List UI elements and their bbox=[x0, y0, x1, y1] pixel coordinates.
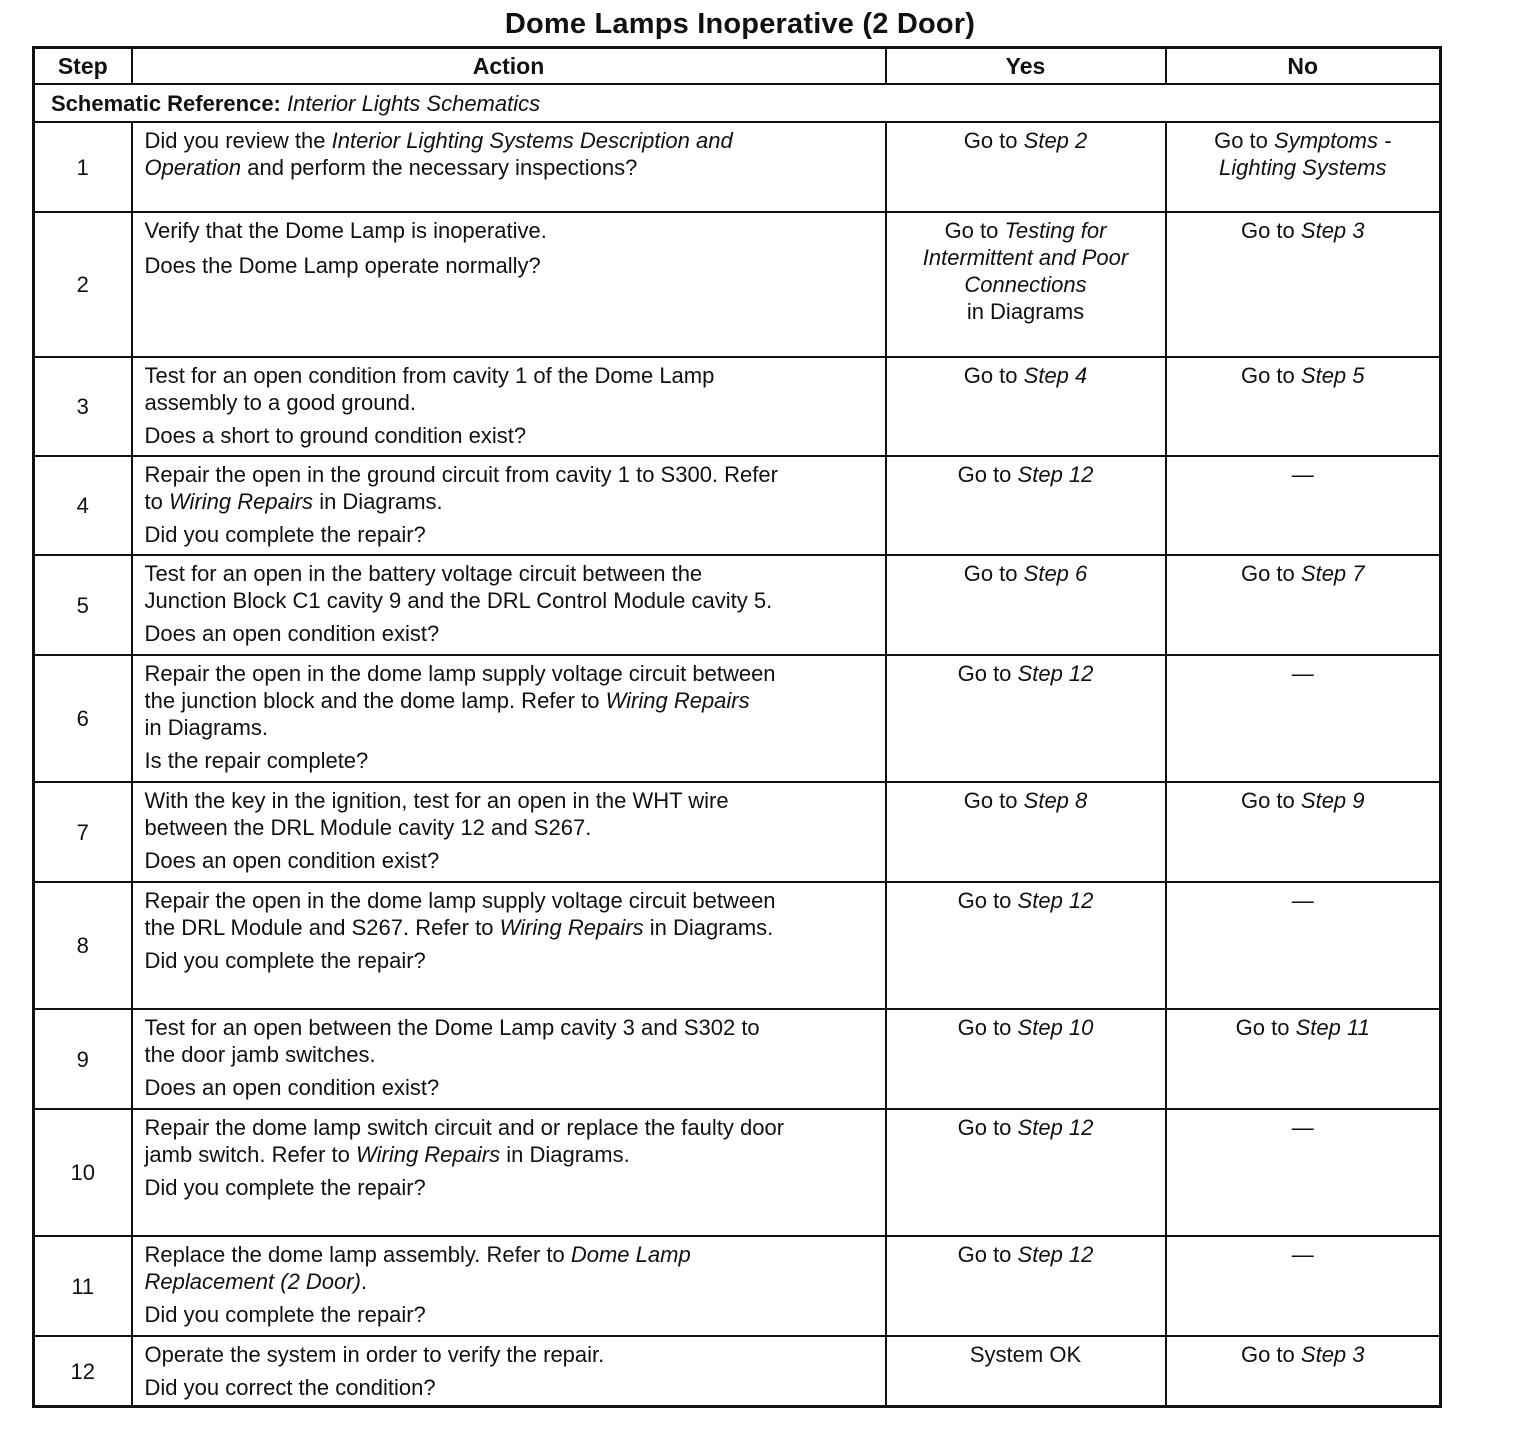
step-number: 7 bbox=[34, 782, 132, 882]
yes-text: Go to bbox=[963, 788, 1018, 813]
action-text: the DRL Module and S267. Refer to bbox=[144, 915, 494, 940]
yes-cell bbox=[886, 212, 1166, 357]
no-text: Go to bbox=[1240, 1342, 1295, 1367]
yes-link[interactable]: Intermittent and Poor bbox=[922, 245, 1129, 270]
no-link[interactable]: Step 11 bbox=[1295, 1015, 1370, 1040]
no-dash: — bbox=[1291, 888, 1314, 913]
action-cell bbox=[132, 122, 886, 212]
no-dash: — bbox=[1291, 462, 1314, 487]
yes-link[interactable]: Step 12 bbox=[1017, 661, 1094, 686]
action-text: Repair the open in the ground circuit from cavity 1 to S300. Refer bbox=[144, 462, 778, 487]
page-title: Dome Lamps Inoperative (2 Door) bbox=[504, 8, 976, 40]
action-text: With the key in the ignition, test for an open in the WHT wire bbox=[144, 788, 729, 813]
action-text: Test for an open in the battery voltage circuit between the bbox=[144, 561, 703, 586]
step-number: 4 bbox=[34, 456, 132, 555]
action-question: Does a short to ground condition exist? bbox=[144, 423, 527, 448]
no-link[interactable]: Lighting Systems bbox=[1218, 155, 1387, 180]
no-dash: — bbox=[1291, 1115, 1314, 1140]
no-text: Go to bbox=[1240, 788, 1295, 813]
yes-cell bbox=[886, 655, 1166, 782]
table-row bbox=[34, 122, 1441, 212]
table-row bbox=[34, 1009, 1441, 1109]
table-row bbox=[34, 456, 1441, 555]
yes-text: Go to bbox=[957, 1115, 1012, 1140]
action-text: Repair the open in the dome lamp supply voltage circuit between bbox=[144, 888, 776, 913]
no-cell bbox=[1166, 357, 1441, 456]
action-link[interactable]: Operation bbox=[144, 155, 242, 180]
no-link[interactable]: Step 3 bbox=[1300, 218, 1365, 243]
no-dash: — bbox=[1291, 661, 1314, 686]
action-text: in Diagrams. bbox=[144, 715, 268, 740]
table-row bbox=[34, 1109, 1441, 1236]
action-cell bbox=[132, 357, 886, 456]
action-text: in Diagrams. bbox=[506, 1142, 630, 1167]
action-link[interactable]: Dome Lamp bbox=[570, 1242, 691, 1267]
yes-text: Go to bbox=[957, 462, 1012, 487]
yes-cell bbox=[886, 1236, 1166, 1336]
action-text: Repair the open in the dome lamp supply voltage circuit between bbox=[144, 661, 776, 686]
no-link[interactable]: Step 3 bbox=[1300, 1342, 1365, 1367]
schematic-reference bbox=[34, 84, 1441, 122]
action-text: Did you review the bbox=[144, 128, 326, 153]
yes-link[interactable]: Connections bbox=[964, 272, 1087, 297]
action-text: assembly to a good ground. bbox=[144, 390, 417, 415]
yes-link[interactable]: Step 12 bbox=[1017, 1242, 1094, 1267]
action-cell bbox=[132, 555, 886, 655]
step-number: 1 bbox=[34, 122, 132, 212]
action-text: Junction Block C1 cavity 9 and the DRL Control Module cavity 5. bbox=[144, 588, 773, 613]
yes-cell bbox=[886, 1109, 1166, 1236]
table-row bbox=[34, 555, 1441, 655]
diagnostic-table bbox=[32, 46, 1442, 1408]
action-question: Is the repair complete? bbox=[144, 748, 369, 773]
no-cell bbox=[1166, 882, 1441, 1009]
action-cell bbox=[132, 782, 886, 882]
step-number: 8 bbox=[34, 882, 132, 1009]
action-cell bbox=[132, 212, 886, 357]
no-dash: — bbox=[1291, 1242, 1314, 1267]
no-cell bbox=[1166, 555, 1441, 655]
no-cell bbox=[1166, 456, 1441, 555]
action-text: . bbox=[360, 1269, 368, 1294]
step-number: 9 bbox=[34, 1009, 132, 1109]
action-text: Test for an open condition from cavity 1 of the Dome Lamp bbox=[144, 363, 715, 388]
no-text: Go to bbox=[1235, 1015, 1290, 1040]
action-text: Test for an open between the Dome Lamp cavity 3 and S302 to bbox=[144, 1015, 760, 1040]
step-header: Step bbox=[34, 48, 132, 85]
yes-text: Go to bbox=[957, 1242, 1012, 1267]
yes-text: Go to bbox=[957, 1015, 1012, 1040]
action-cell bbox=[132, 1009, 886, 1109]
yes-link[interactable]: Step 10 bbox=[1017, 1015, 1094, 1040]
header-row bbox=[34, 48, 1441, 85]
schematic-link[interactable]: Interior Lights Schematics bbox=[287, 90, 541, 116]
action-cell bbox=[132, 1109, 886, 1236]
action-question: Does an open condition exist? bbox=[144, 848, 440, 873]
action-link[interactable]: Wiring Repairs bbox=[356, 1142, 501, 1167]
step-number: 6 bbox=[34, 655, 132, 782]
yes-header: Yes bbox=[886, 48, 1166, 85]
action-text: Replace the dome lamp assembly. Refer to bbox=[144, 1242, 565, 1267]
yes-link[interactable]: Step 8 bbox=[1023, 788, 1088, 813]
action-cell bbox=[132, 1336, 886, 1407]
no-text: Go to bbox=[1240, 561, 1295, 586]
step-number: 3 bbox=[34, 357, 132, 456]
action-question: Did you complete the repair? bbox=[144, 1175, 426, 1200]
action-text: Verify that the Dome Lamp is inoperative. bbox=[144, 218, 547, 243]
action-link[interactable]: Wiring Repairs bbox=[168, 489, 314, 514]
yes-link[interactable]: Step 2 bbox=[1023, 128, 1088, 153]
yes-text: Go to bbox=[963, 128, 1018, 153]
yes-text: Go to bbox=[963, 363, 1018, 388]
action-text: and perform the necessary inspections? bbox=[247, 155, 638, 180]
yes-link[interactable]: Step 6 bbox=[1023, 561, 1088, 586]
yes-cell bbox=[886, 1009, 1166, 1109]
action-link[interactable]: Interior Lighting Systems Description and bbox=[331, 128, 733, 153]
action-cell bbox=[132, 456, 886, 555]
yes-link[interactable]: Step 4 bbox=[1023, 363, 1088, 388]
yes-cell bbox=[886, 357, 1166, 456]
action-question: Does an open condition exist? bbox=[144, 621, 440, 646]
step-number: 12 bbox=[34, 1336, 132, 1407]
action-link[interactable]: Wiring Repairs bbox=[499, 915, 644, 940]
yes-text: Go to bbox=[957, 661, 1012, 686]
yes-link[interactable]: Step 12 bbox=[1017, 462, 1094, 487]
no-text: Go to bbox=[1214, 128, 1268, 153]
action-text: in Diagrams. bbox=[649, 915, 774, 940]
action-question: Does the Dome Lamp operate normally? bbox=[144, 253, 541, 278]
table-row bbox=[34, 655, 1441, 782]
table-row bbox=[34, 882, 1441, 1009]
action-question: Did you complete the repair? bbox=[144, 1302, 426, 1327]
action-text: the junction block and the dome lamp. Refer to bbox=[144, 688, 600, 713]
yes-link[interactable]: Testing for bbox=[1004, 218, 1107, 243]
table-row bbox=[34, 357, 1441, 456]
table-row bbox=[34, 782, 1441, 882]
no-cell bbox=[1166, 655, 1441, 782]
no-text: Go to bbox=[1240, 363, 1295, 388]
no-cell bbox=[1166, 122, 1441, 212]
table-row bbox=[34, 1336, 1441, 1407]
yes-text: Go to bbox=[944, 218, 999, 243]
action-header: Action bbox=[132, 48, 886, 85]
action-link[interactable]: Replacement (2 Door) bbox=[144, 1269, 361, 1294]
table-row bbox=[34, 1236, 1441, 1336]
yes-text: System OK bbox=[969, 1342, 1082, 1367]
yes-text: Go to bbox=[963, 561, 1018, 586]
schematic-reference-row bbox=[34, 84, 1441, 122]
yes-cell bbox=[886, 782, 1166, 882]
action-question: Did you complete the repair? bbox=[144, 948, 426, 973]
step-number: 11 bbox=[34, 1236, 132, 1336]
yes-text: in Diagrams bbox=[966, 299, 1085, 324]
schematic-label: Schematic Reference: bbox=[51, 90, 281, 116]
action-link[interactable]: Wiring Repairs bbox=[605, 688, 750, 713]
action-cell bbox=[132, 1236, 886, 1336]
no-text: Go to bbox=[1240, 218, 1295, 243]
action-text: to bbox=[144, 489, 163, 514]
action-text: in Diagrams. bbox=[319, 489, 443, 514]
no-cell bbox=[1166, 1009, 1441, 1109]
action-cell bbox=[132, 882, 886, 1009]
no-cell bbox=[1166, 782, 1441, 882]
no-link[interactable]: Symptoms - bbox=[1274, 128, 1392, 153]
no-cell bbox=[1166, 1109, 1441, 1236]
yes-cell bbox=[886, 555, 1166, 655]
action-text: jamb switch. Refer to bbox=[144, 1142, 350, 1167]
table-row bbox=[34, 212, 1441, 357]
yes-text: Go to bbox=[957, 888, 1012, 913]
action-text: between the DRL Module cavity 12 and S267. bbox=[144, 815, 592, 840]
step-number: 10 bbox=[34, 1109, 132, 1236]
no-cell bbox=[1166, 1336, 1441, 1407]
action-text: the door jamb switches. bbox=[144, 1042, 376, 1067]
yes-link[interactable]: Step 12 bbox=[1017, 1115, 1094, 1140]
no-cell bbox=[1166, 1236, 1441, 1336]
no-link[interactable]: Step 9 bbox=[1300, 788, 1365, 813]
action-cell bbox=[132, 655, 886, 782]
yes-link[interactable]: Step 12 bbox=[1017, 888, 1094, 913]
yes-cell bbox=[886, 122, 1166, 212]
no-header: No bbox=[1166, 48, 1441, 85]
step-number: 2 bbox=[34, 212, 132, 357]
action-text: Repair the dome lamp switch circuit and or replace the faulty door bbox=[144, 1115, 785, 1140]
yes-cell bbox=[886, 882, 1166, 1009]
action-text: Operate the system in order to verify the repair. bbox=[144, 1342, 605, 1367]
no-link[interactable]: Step 7 bbox=[1300, 561, 1365, 586]
yes-cell bbox=[886, 1336, 1166, 1407]
action-question: Does an open condition exist? bbox=[144, 1075, 440, 1100]
yes-cell bbox=[886, 456, 1166, 555]
action-question: Did you correct the condition? bbox=[144, 1375, 436, 1400]
action-question: Did you complete the repair? bbox=[144, 522, 426, 547]
step-number: 5 bbox=[34, 555, 132, 655]
no-link[interactable]: Step 5 bbox=[1300, 363, 1365, 388]
no-cell bbox=[1166, 212, 1441, 357]
